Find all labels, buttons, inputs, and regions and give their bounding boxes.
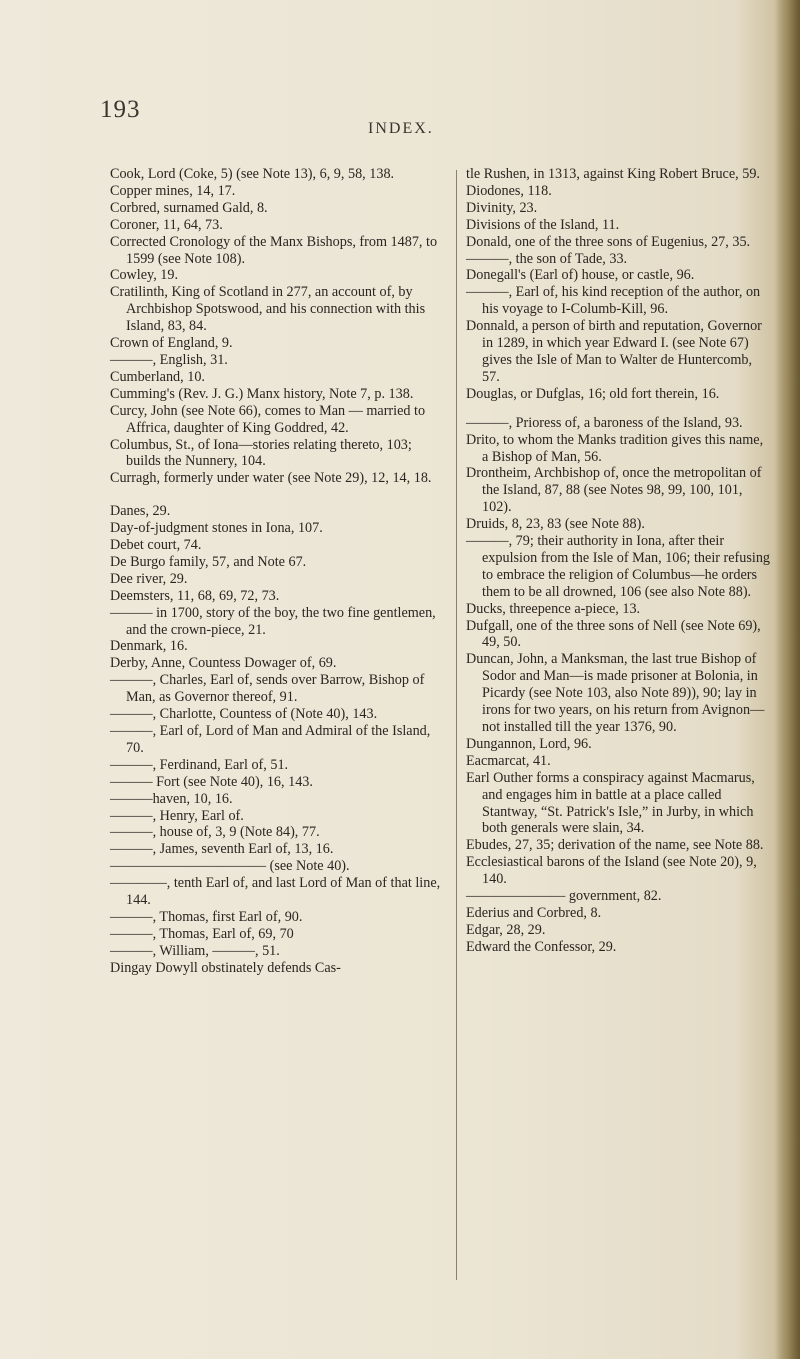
index-entry: Cratilinth, King of Scotland in 277, an account of, by Archbishop Spotswood, and his connection with this Island, 83, 84.: [110, 284, 426, 335]
index-entry: ———, Earl of, Lord of Man and Admiral of the Island, 70.: [110, 723, 431, 756]
index-column-left: [110, 166, 450, 977]
index-entry: Deemsters, 11, 68, 69, 72, 73.: [110, 587, 280, 604]
index-entry: ———, William, ———, 51.: [110, 942, 280, 959]
index-entry: ———, Thomas, first Earl of, 90.: [110, 908, 303, 925]
index-entry: ———, Earl of, his kind reception of the author, on his voyage to I-Columb-Kill, 96.: [466, 284, 761, 318]
index-entry: ———, Charles, Earl of, sends over Barrow, Bishop of Man, as Governor thereof, 91.: [110, 672, 425, 706]
index-entry: Divisions of the Island, 11.: [466, 216, 620, 233]
column-divider: [456, 170, 457, 1280]
index-entry: Edgar, 28, 29.: [466, 921, 546, 938]
index-entry: Cumming's (Rev. J. G.) Manx history, Note 7, p. 138.: [110, 385, 414, 402]
index-entry: ———, 79; their authority in Iona, after their expulsion from the Isle of Man, 106; their refusing to embrace the religion of Columbus—he orders them to be all drowned, 106 (see also Note 88).: [466, 533, 771, 600]
index-entry: ——— in 1700, story of the boy, the two fine gentlemen, and the crown-piece, 21.: [110, 604, 436, 638]
index-entry: Dufgall, one of the three sons of Nell (see Note 69), 49, 50.: [466, 617, 761, 651]
index-entry: Denmark, 16.: [110, 638, 188, 655]
index-entry: ——————————— (see Note 40).: [110, 858, 350, 875]
page-binding-shadow: [774, 0, 800, 1359]
index-entry: Debet court, 74.: [110, 537, 202, 554]
index-entry: Corbred, surnamed Gald, 8.: [110, 199, 268, 216]
index-entry: Corrected Cronology of the Manx Bishops, from 1487, to 1599 (see Note 108).: [110, 233, 438, 267]
index-entry: ———, house of, 3, 9 (Note 84), 77.: [110, 824, 320, 841]
index-entry: Eacmarcat, 41.: [466, 752, 551, 769]
page-number: 193: [100, 96, 141, 123]
index-entry: Ederius and Corbred, 8.: [466, 904, 602, 921]
index-entry: Duncan, John, a Manksman, the last true Bishop of Sodor and Man—is made prisoner at Bolonia, in Picardy (see Note 103, also Note 89)), 90; lay in irons for two years, on his return from Avignon—not installed till the year 1376, 90.: [466, 651, 765, 735]
index-entry: ———haven, 10, 16.: [110, 790, 233, 807]
index-entry: Ecclesiastical barons of the Island (see Note 20), 9, 140.: [466, 854, 757, 888]
index-entry: ——————— government, 82.: [466, 888, 662, 905]
index-entry: Day-of-judgment stones in Iona, 107.: [110, 520, 323, 537]
index-entry: ———, James, seventh Earl of, 13, 16.: [110, 841, 334, 858]
index-entry: Curragh, formerly under water (see Note 29), 12, 14, 18.: [110, 470, 432, 487]
index-entry: ———, English, 31.: [110, 351, 228, 368]
index-entry: Druids, 8, 23, 83 (see Note 88).: [466, 516, 645, 533]
index-entry: ————, tenth Earl of, and last Lord of Man of that line, 144.: [110, 875, 441, 909]
index-entry: Diodones, 118.: [466, 182, 552, 199]
index-entry: Dee river, 29.: [110, 570, 188, 587]
index-entry: Coroner, 11, 64, 73.: [110, 216, 223, 233]
index-entry: Divinity, 23.: [466, 199, 538, 216]
index-entry: Copper mines, 14, 17.: [110, 182, 236, 199]
index-entry: Earl Outher forms a conspiracy against Macmarus, and engages him in battle at a place called Stantway, “St. Patrick's Isle,” in Jurby, in which both generals were slain, 34.: [466, 769, 755, 837]
index-entry: Drontheim, Archbishop of, once the metropolitan of the Island, 87, 88 (see Notes 98, 99, 100, 101, 102).: [466, 465, 762, 516]
index-entry: Derby, Anne, Countess Dowager of, 69.: [110, 655, 337, 672]
index-entry: Drito, to whom the Manks tradition gives this name, a Bishop of Man, 56.: [466, 431, 764, 465]
index-entry: Dingay Dowyll obstinately defends Cas-: [110, 959, 341, 976]
index-entry: ———, the son of Tade, 33.: [466, 250, 628, 267]
index-entry: Cook, Lord (Coke, 5) (see Note 13), 6, 9, 58, 138.: [110, 166, 395, 182]
index-entry: Donegall's (Earl of) house, or castle, 96.: [466, 267, 695, 284]
index-entry: ———, Thomas, Earl of, 69, 70: [110, 925, 294, 942]
index-entry: Douglas, or Dufglas, 16; old fort therein, 16.: [466, 385, 720, 402]
index-column-right: [466, 166, 772, 956]
index-entry: De Burgo family, 57, and Note 67.: [110, 553, 307, 570]
index-entry: Donnald, a person of birth and reputation, Governor in 1289, in which year Edward I. (see Note 67) gives the Isle of Man to Walter de Huntercomb, 57.: [466, 318, 762, 385]
index-entry: tle Rushen, in 1313, against King Robert Bruce, 59.: [466, 166, 760, 182]
index-entry: Columbus, St., of Iona—stories relating thereto, 103; builds the Nunnery, 104.: [110, 436, 412, 470]
index-entry: Donald, one of the three sons of Eugenius, 27, 35.: [466, 233, 751, 250]
running-head: INDEX.: [368, 120, 434, 137]
index-entry: Ebudes, 27, 35; derivation of the name, see Note 88.: [466, 837, 764, 854]
index-entry: Cowley, 19.: [110, 267, 179, 284]
index-entry: Dungannon, Lord, 96.: [466, 735, 592, 752]
index-entry: Ducks, threepence a-piece, 13.: [466, 600, 641, 617]
index-entry: Cumberland, 10.: [110, 368, 205, 385]
index-entry: Curcy, John (see Note 66), comes to Man — married to Affrica, daughter of King Goddred, 42.: [110, 402, 426, 436]
index-entry: ———, Charlotte, Countess of (Note 40), 143.: [110, 706, 378, 723]
index-entry: ——— Fort (see Note 40), 16, 143.: [110, 773, 313, 790]
index-entry: ———, Henry, Earl of.: [110, 807, 244, 824]
index-entry: Edward the Confessor, 29.: [466, 938, 617, 955]
index-entry: Crown of England, 9.: [110, 335, 233, 352]
index-entry: ———, Prioress of, a baroness of the Island, 93.: [466, 414, 743, 431]
index-entry: Danes, 29.: [110, 503, 171, 520]
index-entry: ———, Ferdinand, Earl of, 51.: [110, 756, 289, 773]
